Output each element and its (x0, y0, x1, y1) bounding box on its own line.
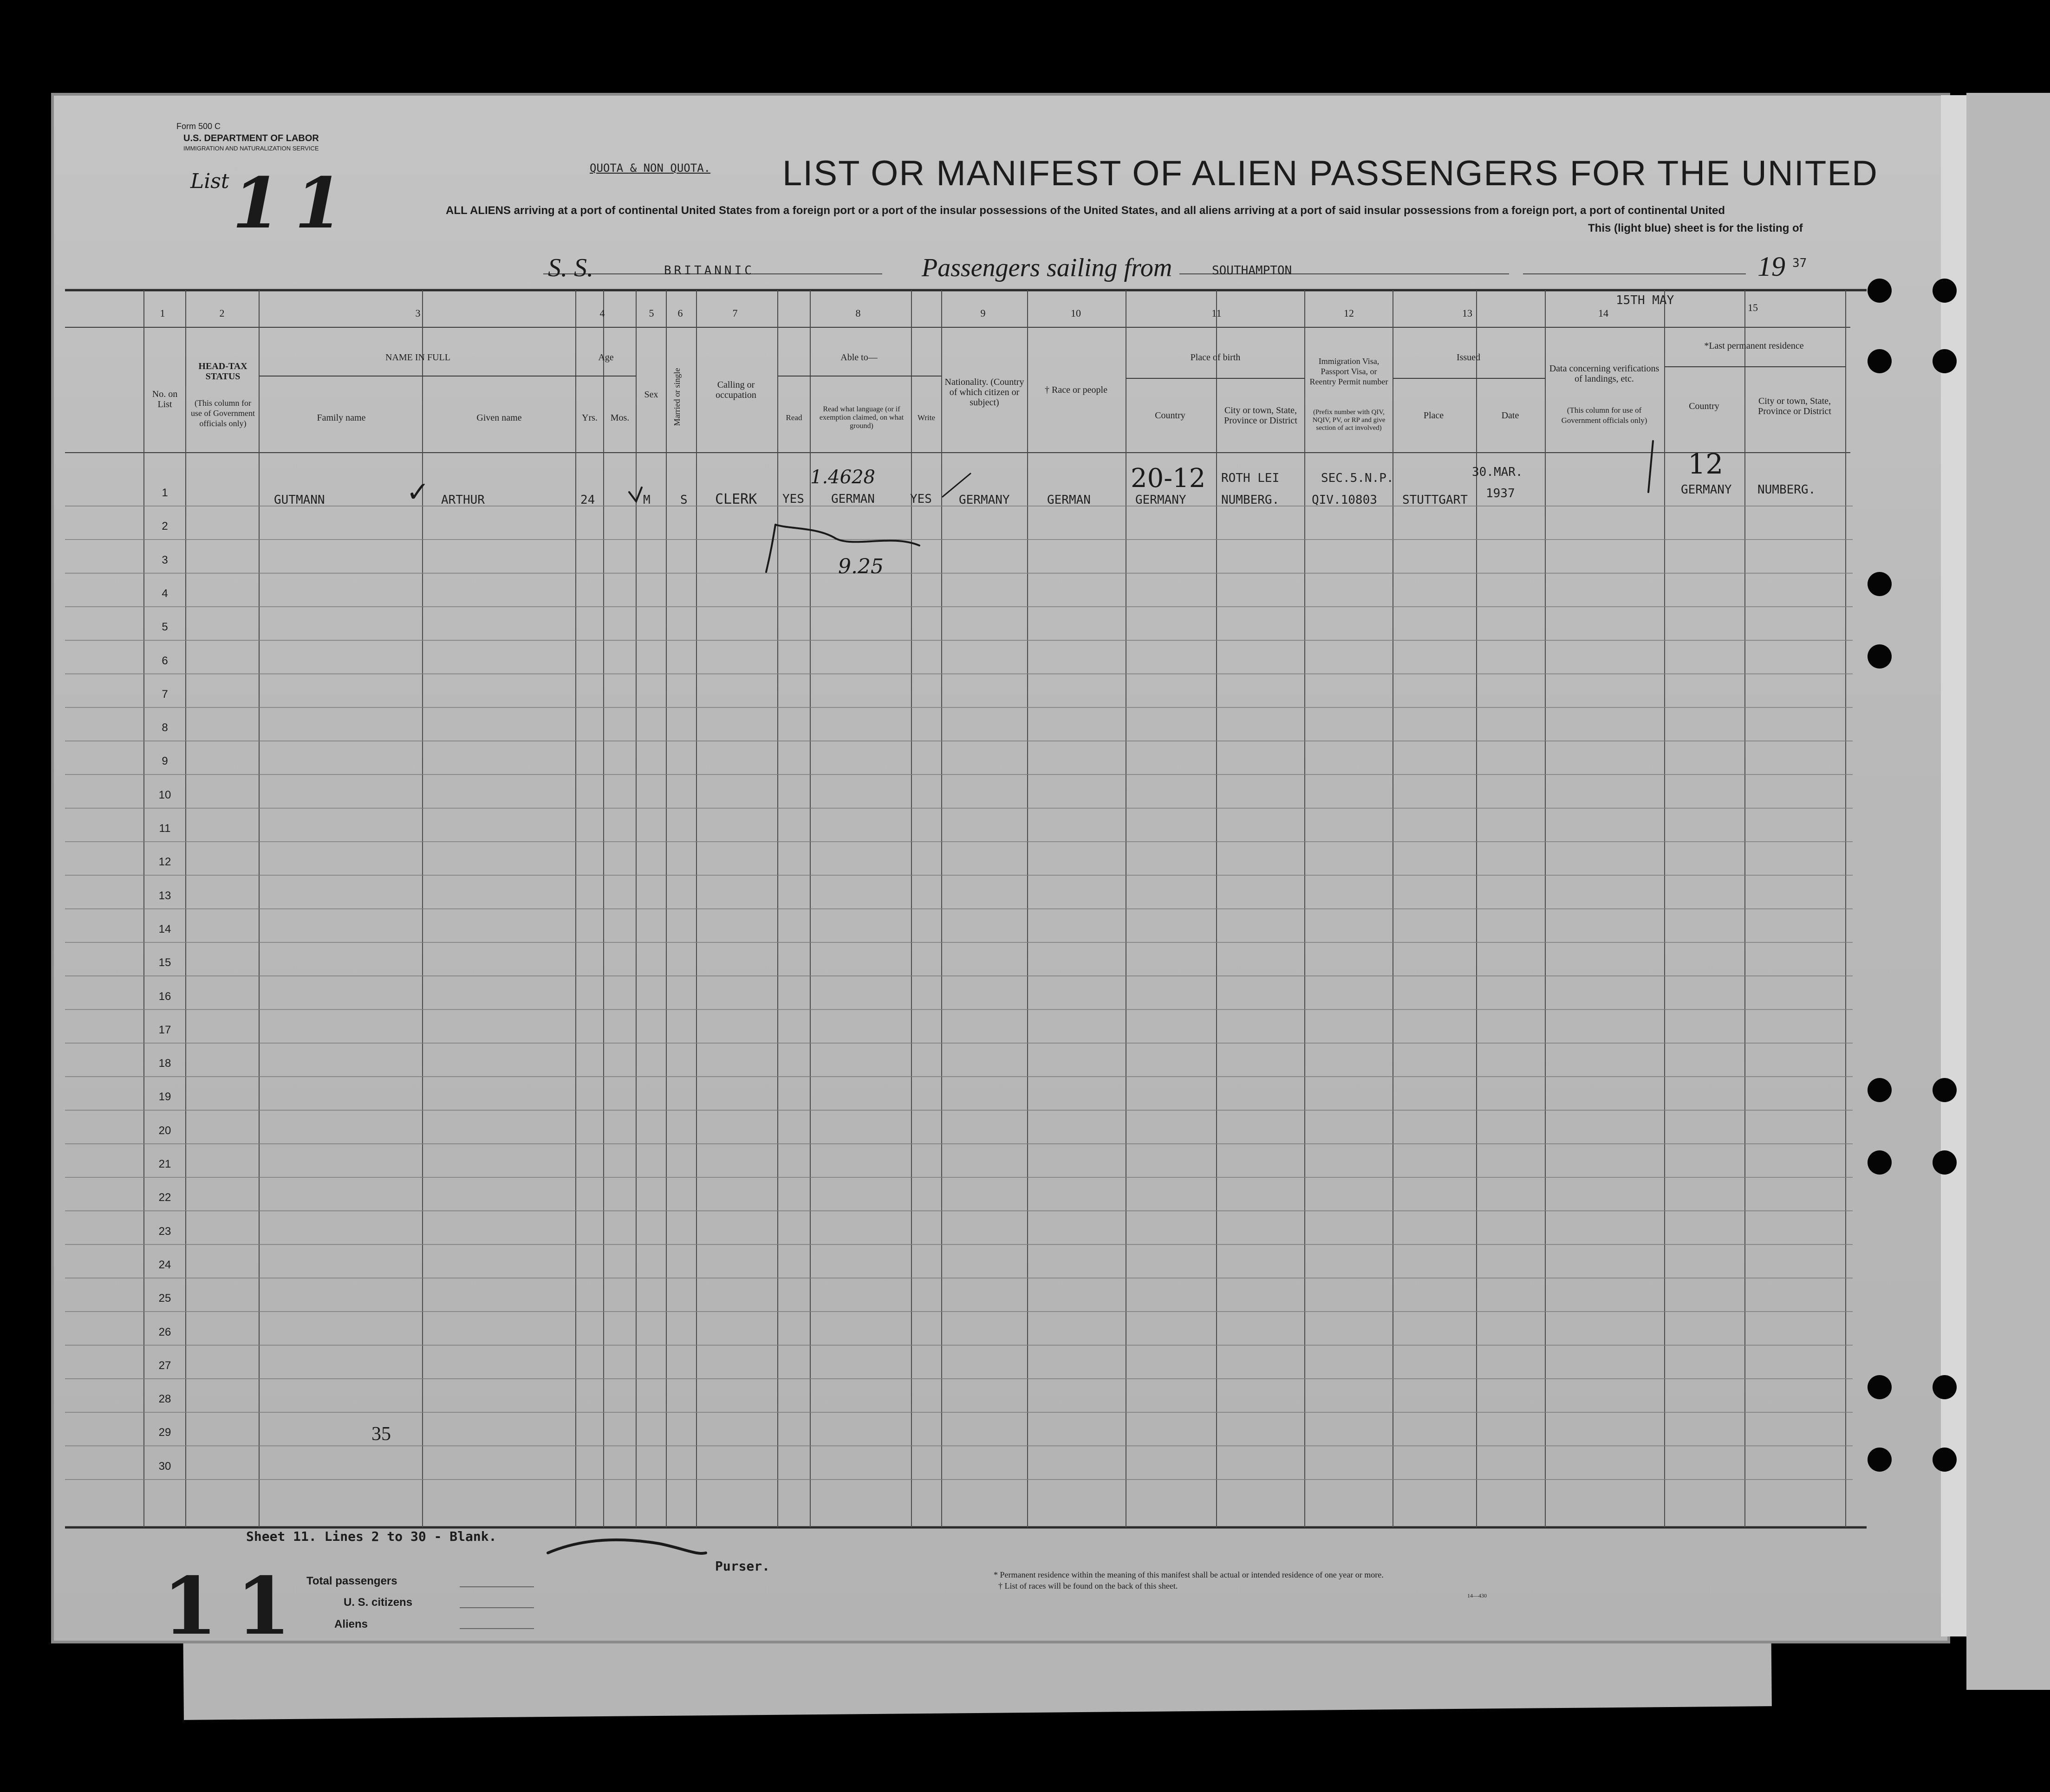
header-issued: Issued (1456, 352, 1481, 363)
purser-label: Purser. (715, 1558, 770, 1574)
punch-hole (1868, 1448, 1892, 1472)
title-subline-2: This (light blue) sheet is for the listing of (1588, 222, 1803, 234)
header-res-city: City or town, State, Province or District (1758, 396, 1831, 416)
punch-hole (1868, 1078, 1892, 1102)
row-number: 3 (162, 553, 168, 566)
passenger-given-name: ARTHUR (441, 493, 485, 507)
header-name-in-full: NAME IN FULL (385, 352, 450, 363)
punch-hole (1868, 572, 1892, 596)
header-birth-city: City or town, State, Province or District (1224, 405, 1297, 426)
departure-port: SOUTHAMPTON (1212, 264, 1292, 278)
colnum-10: 10 (1071, 307, 1081, 319)
row-number: 24 (158, 1258, 171, 1271)
ship-name: BRITANNIC (664, 264, 755, 278)
check-mark: ✓ (406, 476, 430, 508)
colnum-9: 9 (980, 307, 986, 319)
handwritten-birth-note: 20-12 (1131, 463, 1206, 493)
row-number: 9 (162, 755, 168, 768)
colnum-13: 13 (1462, 307, 1472, 319)
header-issued-date: Date (1501, 410, 1519, 421)
row-number: 16 (158, 990, 171, 1003)
year-suffix: 37 (1792, 256, 1807, 270)
header-age: Age (598, 352, 614, 363)
header-given-name: Given name (476, 413, 522, 423)
header-yrs: Yrs. (582, 413, 598, 423)
colnum-6: 6 (677, 307, 683, 319)
header-write: Write (917, 413, 936, 422)
form-number: Form 500 C (176, 122, 221, 131)
row-number: 26 (158, 1325, 171, 1338)
colnum-4: 4 (599, 307, 605, 319)
colnum-7: 7 (732, 307, 738, 319)
punch-hole (1933, 1375, 1957, 1399)
colnum-11: 11 (1211, 307, 1222, 319)
header-read-language: Read what language (or if exemption claimed, on what ground) (819, 405, 904, 430)
header-race: † Race or people (1045, 385, 1107, 395)
row-number: 18 (158, 1057, 171, 1070)
punch-hole (1933, 1150, 1957, 1175)
title-subline-1: ALL ALIENS arriving at a port of continental United States from a foreign port or a port of the insular possessions of the United States, and all aliens arriving at a port of said insular possessions from a foreign port, a port of continental United (446, 204, 1725, 217)
punch-hole (1933, 279, 1957, 303)
handwritten-list-number: 11 (163, 1560, 310, 1653)
passenger-res-city: NUMBERG. (1757, 483, 1816, 497)
service: IMMIGRATION AND NATURALIZATION SERVICE (183, 145, 319, 152)
header-family-name: Family name (317, 413, 366, 423)
colnum-15: 15 (1748, 302, 1758, 313)
header-issued-place: Place (1423, 410, 1444, 421)
handwritten-residence-note: 12 (1688, 448, 1724, 480)
row-number: 15 (158, 956, 171, 969)
header-verification-note: (This column for use of Government officials only) (1561, 406, 1647, 425)
row-number: 7 (162, 688, 168, 701)
header-visa-note: (Prefix number with QIV, NQIV, PV, or RP and give section of act involved) (1312, 408, 1386, 432)
colnum-8: 8 (855, 307, 861, 319)
punch-hole (1868, 1375, 1892, 1399)
passenger-issued-date-1: 30.MAR. (1472, 465, 1523, 479)
row-number: 8 (162, 721, 168, 734)
header-birth-country: Country (1155, 410, 1185, 421)
colnum-12: 12 (1344, 307, 1354, 319)
sheet-note: Sheet 11. Lines 2 to 30 - Blank. (246, 1529, 497, 1544)
colnum-3: 3 (415, 307, 421, 319)
row-number: 29 (158, 1426, 171, 1439)
passenger-nationality: GERMANY (959, 493, 1010, 507)
header-res-country: Country (1689, 401, 1719, 411)
punch-hole (1868, 1150, 1892, 1175)
punch-hole (1933, 349, 1957, 373)
colnum-5: 5 (649, 307, 654, 319)
passenger-race: GERMAN (1047, 493, 1091, 507)
passenger-write: YES (910, 492, 932, 506)
footnote-residence: * Permanent residence within the meaning of this manifest shall be actual or intended residence of one year or more. (994, 1570, 1384, 1579)
list-label: List (190, 169, 229, 193)
row-number: 25 (158, 1292, 171, 1305)
punch-hole (1868, 279, 1892, 303)
passenger-birth-city-2: NUMBERG. (1221, 493, 1280, 507)
passenger-issued-date-2: 1937 (1486, 487, 1515, 500)
passenger-marital: S (680, 493, 688, 507)
row-number: 11 (159, 822, 171, 835)
punch-hole (1868, 644, 1892, 669)
year-prefix: 19 (1757, 251, 1785, 282)
row-number: 27 (158, 1359, 171, 1372)
header-mos: Mos. (610, 413, 630, 423)
row-number: 13 (158, 889, 171, 902)
header-head-tax-note: (This column for use of Government officials only) (191, 398, 255, 428)
row-number: 22 (158, 1191, 171, 1204)
row-number: 19 (158, 1091, 171, 1104)
purser-signature (548, 1540, 706, 1553)
row-number: 14 (158, 922, 171, 935)
passenger-family-name: GUTMANN (274, 493, 325, 507)
row-number: 23 (158, 1225, 171, 1238)
punch-hole (1868, 349, 1892, 373)
row-number: 28 (158, 1393, 171, 1406)
header-calling: Calling or occupation (716, 380, 756, 400)
header-verification: Data concerning verifications of landings, etc. (1549, 364, 1660, 384)
header-visa: Immigration Visa, Passport Visa, or Reentry Permit number (1309, 357, 1388, 386)
handwritten-time-note: 9.25 (838, 555, 884, 578)
row-number: 1 (162, 487, 168, 499)
row-number: 6 (162, 654, 168, 667)
punch-hole (1933, 1078, 1957, 1102)
header-no-on-list: No. on List (152, 389, 178, 409)
row-number: 12 (158, 856, 171, 869)
aliens-label: Aliens (334, 1618, 368, 1630)
manifest-title: LIST OR MANIFEST OF ALIEN PASSENGERS FOR THE UNITED (782, 154, 1878, 193)
passenger-sex: M (643, 493, 651, 507)
row-number: 5 (162, 621, 168, 634)
header-nationality: Nationality. (Country of which citizen or subject) (944, 377, 1024, 408)
passenger-language: GERMAN (831, 492, 875, 506)
header-married: Married or single (672, 368, 682, 426)
header-head-tax: HEAD-TAX STATUS (198, 361, 247, 382)
ss-label: S. S. (548, 253, 593, 282)
passenger-res-country: GERMANY (1681, 483, 1732, 497)
passenger-age: 24 (580, 493, 595, 507)
footnote-races: † List of races will be found on the back of this sheet. (998, 1581, 1178, 1591)
colnum-1: 1 (160, 307, 165, 319)
handwritten-slash (1648, 441, 1653, 492)
row-number: 10 (158, 788, 171, 801)
handwritten-dash (629, 487, 642, 501)
sailing-date: 15TH MAY (1616, 293, 1674, 307)
passenger-visa-1: SEC.5.N.P. (1321, 471, 1394, 485)
row-number: 21 (158, 1158, 171, 1170)
margin-number: 35 (371, 1423, 391, 1445)
passenger-birth-city-1: ROTH LEI (1221, 471, 1280, 485)
colnum-2: 2 (219, 307, 225, 319)
row-number: 4 (162, 587, 168, 600)
row-number: 30 (158, 1460, 171, 1473)
header-able-to: Able to— (840, 352, 878, 363)
colnum-14: 14 (1598, 307, 1608, 319)
passenger-visa-2: QIV.10803 (1312, 493, 1377, 507)
row-number: 20 (158, 1124, 171, 1137)
list-number: 11 (232, 162, 357, 244)
handwritten-language-note: 1.4628 (810, 467, 875, 488)
quota-stamp: QUOTA & NON QUOTA. (590, 162, 711, 175)
header-place-of-birth: Place of birth (1190, 352, 1241, 363)
row-number: 2 (162, 520, 168, 533)
us-citizens-label: U. S. citizens (344, 1596, 413, 1609)
punch-hole (1933, 1448, 1957, 1472)
header-last-residence: *Last permanent residence (1704, 341, 1804, 351)
passenger-read: YES (782, 492, 804, 506)
total-passengers-label: Total passengers (306, 1575, 397, 1587)
row-number: 17 (158, 1023, 171, 1036)
header-read: Read (786, 413, 802, 422)
department: U.S. DEPARTMENT OF LABOR (183, 133, 319, 143)
sailing-label: Passengers sailing from (922, 253, 1172, 282)
header-sex: Sex (644, 390, 658, 400)
passenger-occupation: CLERK (715, 491, 757, 507)
passenger-birth-country: GERMANY (1135, 493, 1186, 507)
form-code: 14—430 (1467, 1592, 1487, 1599)
passenger-issued-place: STUTTGART (1402, 493, 1468, 507)
